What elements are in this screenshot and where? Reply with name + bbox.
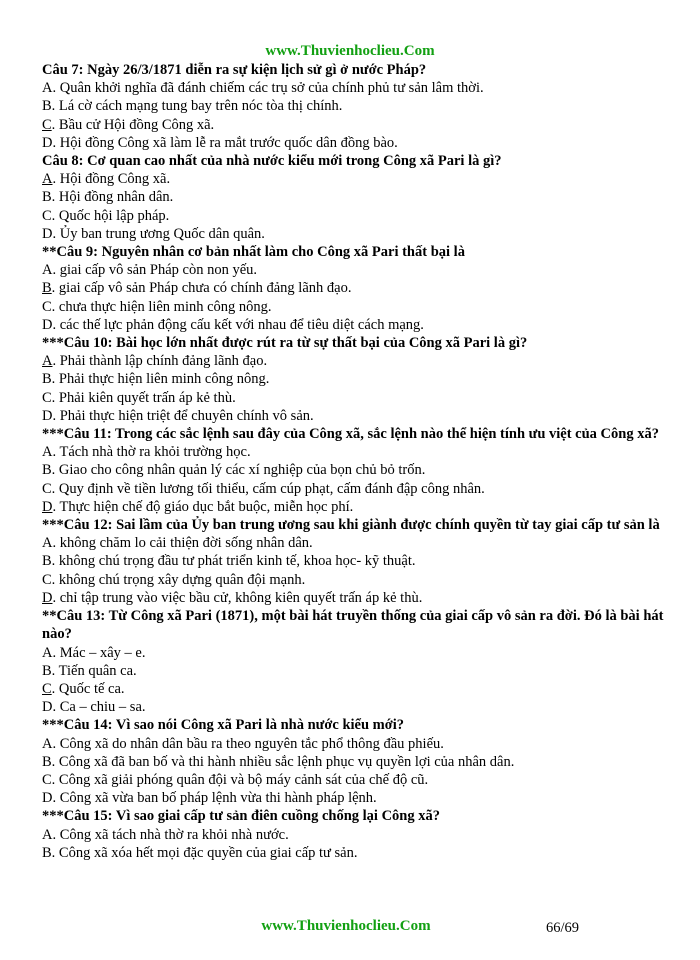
option-letter: A <box>42 444 53 461</box>
page-number: 66/69 <box>546 920 580 936</box>
answer-option: D. Phải thực hiện triệt để chuyên chính vô sản. <box>42 407 314 424</box>
answer-option: D. Ủy ban trung ương Quốc dân quân. <box>42 225 265 242</box>
answer-option: A. Tách nhà thờ ra khỏi trường học. <box>42 444 251 461</box>
option-text: Ủy ban trung ương Quốc dân quân. <box>59 225 265 242</box>
answer-option: C. không chú trọng xây dựng quân đội mạnh. <box>42 571 306 588</box>
option-letter: C <box>42 116 52 133</box>
option-text: Thực hiện chế độ giáo dục bắt buộc, miễn học phí. <box>59 498 354 515</box>
question-text: ***Câu 15: Vì sao giai cấp tư sản điên cuồng chống lại Công xã? <box>42 808 440 825</box>
option-letter: C <box>42 298 52 315</box>
option-letter: B <box>42 662 52 679</box>
option-letter: A <box>42 262 53 279</box>
question-text: Câu 7: Ngày 26/3/1871 diễn ra sự kiện lịch sử gì ở nước Pháp? <box>42 62 427 78</box>
option-letter: C <box>42 571 52 588</box>
option-letter: B <box>42 98 52 115</box>
option-letter: D <box>42 316 53 333</box>
answer-option: A. không chăm lo cải thiện đời sống nhân dân. <box>42 535 313 552</box>
option-letter: B <box>42 280 52 297</box>
answer-option: D. Công xã vừa ban bố pháp lệnh vừa thi hành pháp lệnh. <box>42 790 377 807</box>
option-letter: C <box>42 680 52 697</box>
option-letter: C <box>42 480 52 497</box>
option-text: Quốc tế ca. <box>58 680 125 697</box>
option-letter: D <box>42 699 53 716</box>
option-text: Mác – xây – e. <box>59 644 146 661</box>
option-text: Quy định về tiền lương tối thiểu, cấm cúp phạt, cấm đánh đập công nhân. <box>58 480 485 497</box>
option-letter: A <box>42 826 53 843</box>
option-text: Ca – chiu – sa. <box>59 699 146 716</box>
answer-option: C. Bầu cử Hội đồng Công xã. <box>42 116 215 133</box>
option-letter: A <box>42 353 53 370</box>
option-letter: B <box>42 753 52 770</box>
option-letter: D <box>42 225 53 242</box>
answer-option: C. Quy định về tiền lương tối thiểu, cấm cúp phạt, cấm đánh đập công nhân. <box>42 480 485 497</box>
option-letter: D <box>42 790 53 807</box>
option-text: Hội đồng nhân dân. <box>58 189 174 206</box>
option-text: Tiến quân ca. <box>58 662 137 679</box>
answer-option: B. Hội đồng nhân dân. <box>42 189 174 206</box>
option-letter: C <box>42 207 52 224</box>
option-text: Công xã đã ban bố và thi hành nhiều sắc lệnh phục vụ quyền lợi của nhân dân. <box>58 753 515 770</box>
option-text: Công xã vừa ban bố pháp lệnh vừa thi hành pháp lệnh. <box>59 790 377 807</box>
option-text: giai cấp vô sản Pháp còn non yếu. <box>59 262 258 279</box>
answer-option: D. Hội đồng Công xã làm lễ ra mắt trước quốc dân đồng bào. <box>42 134 398 151</box>
question-text: ***Câu 11: Trong các sắc lệnh sau đây của Công xã, sắc lệnh nào thể hiện tính ưu việt của Công xã? <box>42 426 659 443</box>
option-letter: B <box>42 189 52 206</box>
answer-option: D. các thế lực phản động cấu kết với nhau để tiêu diệt cách mạng. <box>42 316 424 333</box>
answer-option: B. giai cấp vô sản Pháp chưa có chính đảng lãnh đạo. <box>42 280 352 297</box>
header-site: www.Thuvienhoclieu.Com <box>265 43 435 59</box>
answer-option: C. Quốc hội lập pháp. <box>42 207 170 224</box>
option-letter: A <box>42 644 53 661</box>
option-text: Phải thực hiện triệt để chuyên chính vô sản. <box>59 407 314 424</box>
option-text: Công xã xóa hết mọi đặc quyền của giai cấp tư sản. <box>58 844 358 861</box>
option-letter: A <box>42 535 53 552</box>
answer-option: C. Phải kiên quyết trấn áp kẻ thù. <box>42 389 236 406</box>
answer-option: B. không chú trọng đầu tư phát triển kinh tế, khoa học- kỹ thuật. <box>42 553 416 570</box>
question-text: **Câu 9: Nguyên nhân cơ bản nhất làm cho Công xã Pari thất bại là <box>42 244 465 261</box>
question-text: ***Câu 14: Vì sao nói Công xã Pari là nhà nước kiểu mới? <box>42 717 405 734</box>
footer-site: www.Thuvienhoclieu.Com <box>261 918 431 934</box>
option-letter: D <box>42 134 53 151</box>
option-text: không chú trọng xây dựng quân đội mạnh. <box>58 571 306 588</box>
option-text: các thế lực phản động cấu kết với nhau để tiêu diệt cách mạng. <box>59 316 424 333</box>
question-list <box>42 61 667 862</box>
option-text: Công xã tách nhà thờ ra khỏi nhà nước. <box>59 826 289 843</box>
option-text: Quốc hội lập pháp. <box>58 207 170 224</box>
option-letter: B <box>42 462 52 479</box>
question-text: ***Câu 12: Sai lầm của Ủy ban trung ương sau khi giành được chính quyền từ tay giai cấp tư sản là <box>42 517 660 534</box>
answer-option: D. chỉ tập trung vào việc bầu cử, không kiên quyết trấn áp kẻ thù. <box>42 589 423 606</box>
option-text: Hội đồng Công xã làm lễ ra mắt trước quốc dân đồng bào. <box>59 134 398 151</box>
option-letter: C <box>42 389 52 406</box>
option-text: Công xã giải phóng quân đội và bộ máy cảnh sát của chế độ cũ. <box>58 771 429 788</box>
answer-option: A. Công xã do nhân dân bầu ra theo nguyên tắc phổ thông đầu phiếu. <box>42 735 444 752</box>
answer-option: A. Hội đồng Công xã. <box>42 171 171 188</box>
answer-option: A. Công xã tách nhà thờ ra khỏi nhà nước. <box>42 826 289 843</box>
option-letter: A <box>42 735 53 752</box>
option-letter: D <box>42 407 53 424</box>
option-text: Hội đồng Công xã. <box>59 171 171 188</box>
option-text: không chăm lo cải thiện đời sống nhân dân. <box>59 535 313 552</box>
option-letter: B <box>42 553 52 570</box>
answer-option: C. chưa thực hiện liên minh công nông. <box>42 298 272 315</box>
answer-option: B. Lá cờ cách mạng tung bay trên nóc tòa thị chính. <box>42 98 343 115</box>
option-text: Giao cho công nhân quản lý các xí nghiệp của bọn chủ bỏ trốn. <box>58 462 426 479</box>
option-text: Lá cờ cách mạng tung bay trên nóc tòa thị chính. <box>58 98 343 115</box>
option-text: Công xã do nhân dân bầu ra theo nguyên tắc phổ thông đầu phiếu. <box>59 735 444 752</box>
option-text: chưa thực hiện liên minh công nông. <box>58 298 272 315</box>
answer-option: A. Quân khởi nghĩa đã đánh chiếm các trụ sở của chính phủ tư sản lâm thời. <box>42 80 484 97</box>
question-text: **Câu 13: Từ Công xã Pari (1871), một bài hát truyền thống của giai cấp vô sản ra đời. Đó là bài hát nào? <box>42 608 664 643</box>
answer-option: D. Ca – chiu – sa. <box>42 699 146 716</box>
option-text: chỉ tập trung vào việc bầu cử, không kiên quyết trấn áp kẻ thù. <box>59 589 423 606</box>
answer-option: B. Giao cho công nhân quản lý các xí nghiệp của bọn chủ bỏ trốn. <box>42 462 426 479</box>
question-text: ***Câu 10: Bài học lớn nhất được rút ra từ sự thất bại của Công xã Pari là gì? <box>42 335 528 352</box>
answer-option: C. Quốc tế ca. <box>42 680 125 697</box>
option-letter: D <box>42 589 53 606</box>
question-text: Câu 8: Cơ quan cao nhất của nhà nước kiểu mới trong Công xã Pari là gì? <box>42 153 502 170</box>
option-letter: A <box>42 80 53 97</box>
option-text: giai cấp vô sản Pháp chưa có chính đảng lãnh đạo. <box>58 280 352 297</box>
option-letter: D <box>42 498 53 515</box>
answer-option: C. Công xã giải phóng quân đội và bộ máy cảnh sát của chế độ cũ. <box>42 771 429 788</box>
answer-option: A. Mác – xây – e. <box>42 644 146 661</box>
option-letter: C <box>42 771 52 788</box>
option-letter: A <box>42 171 53 188</box>
option-letter: B <box>42 844 52 861</box>
option-text: Quân khởi nghĩa đã đánh chiếm các trụ sở của chính phủ tư sản lâm thời. <box>59 80 484 97</box>
answer-option: A. Phải thành lập chính đảng lãnh đạo. <box>42 353 268 370</box>
option-text: Phải thực hiện liên minh công nông. <box>58 371 270 388</box>
answer-option: B. Phải thực hiện liên minh công nông. <box>42 371 270 388</box>
option-text: Phải thành lập chính đảng lãnh đạo. <box>59 353 268 370</box>
answer-option: A. giai cấp vô sản Pháp còn non yếu. <box>42 262 258 279</box>
option-letter: B <box>42 371 52 388</box>
option-text: Bầu cử Hội đồng Công xã. <box>58 116 215 133</box>
answer-option: B. Tiến quân ca. <box>42 662 137 679</box>
answer-option: D. Thực hiện chế độ giáo dục bắt buộc, miễn học phí. <box>42 498 354 515</box>
answer-option: B. Công xã đã ban bố và thi hành nhiều sắc lệnh phục vụ quyền lợi của nhân dân. <box>42 753 515 770</box>
option-text: Phải kiên quyết trấn áp kẻ thù. <box>58 389 236 406</box>
option-text: Tách nhà thờ ra khỏi trường học. <box>59 444 251 461</box>
answer-option: B. Công xã xóa hết mọi đặc quyền của giai cấp tư sản. <box>42 844 358 861</box>
option-text: không chú trọng đầu tư phát triển kinh tế, khoa học- kỹ thuật. <box>58 553 416 570</box>
